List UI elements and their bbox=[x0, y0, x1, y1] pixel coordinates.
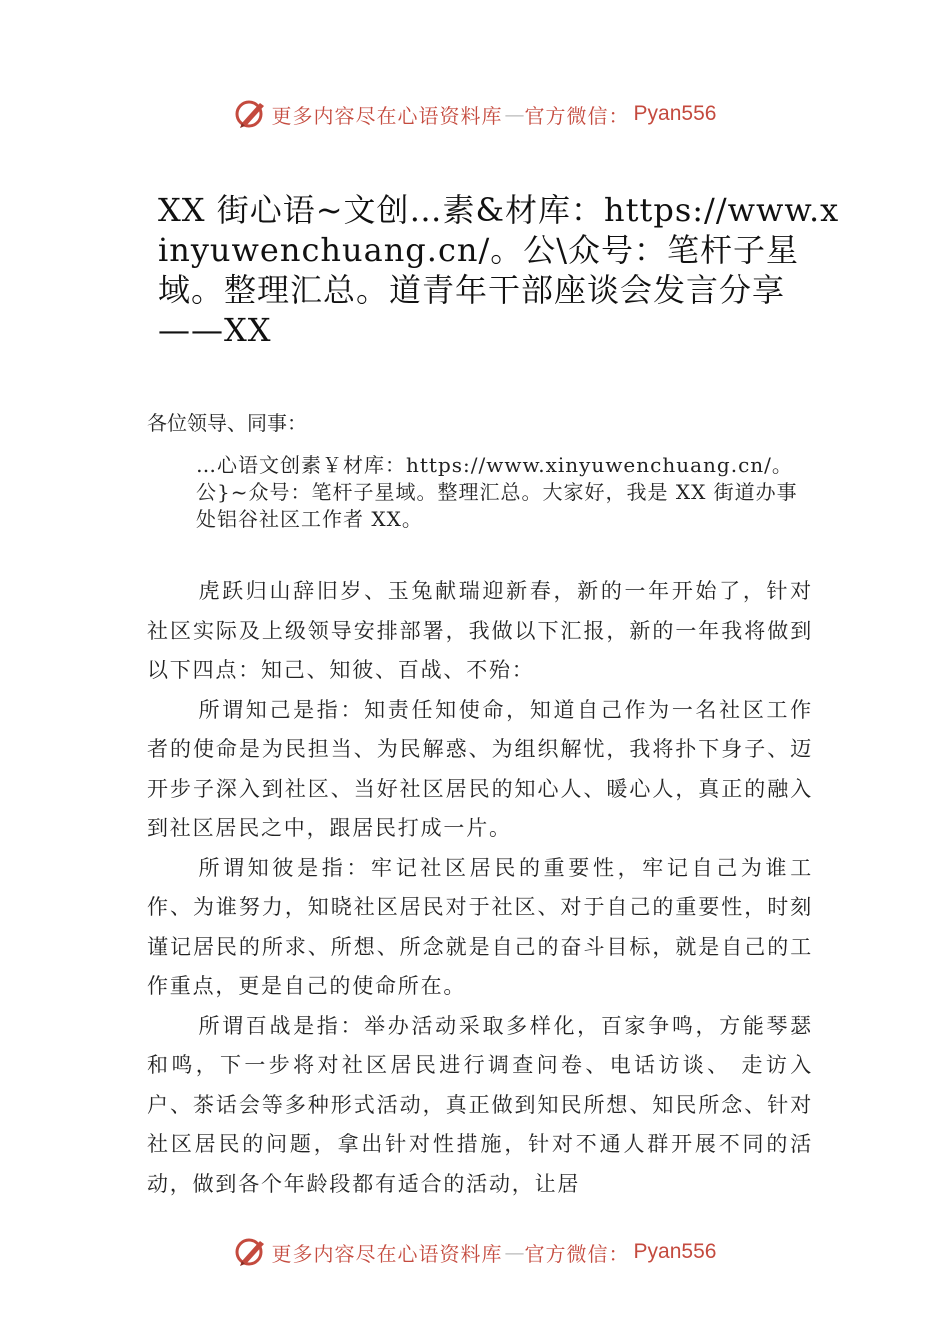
pen-logo-icon bbox=[234, 97, 268, 131]
banner-wechat-id: Pyan556 bbox=[633, 1240, 717, 1263]
body-paragraph: 所谓百战是指：举办活动采取多样化，百家争鸣，方能琴瑟和鸣，下一步将对社区居民进行调查问卷、电话访谈、 走访入户、茶话会等多种形式活动，真正做到知民所想、知民所念、针对社区居民的问题，拿出针对性措施，针对不通人群开展不同的活动，做到各个年龄段都有适合的活动，让居 bbox=[147, 1013, 813, 1196]
body-paragraph: 虎跃归山辞旧岁、玉兔献瑞迎新春，新的一年开始了，针对社区实际及上级领导安排部署，我做以下汇报，新的一年我将做到以下四点：知己、知彼、百战、不殆： bbox=[147, 579, 813, 682]
body-paragraph: 所谓知己是指：知责任知使命，知道自己作为一名社区工作者的使命是为民担当、为民解惑、为组织解忧，我将扑下身子、迈开步子深入到社区、当好社区居民的知心人、暖心人，真正的融入到社区居民之中，跟居民打成一片。 bbox=[147, 697, 813, 840]
pen-logo-icon bbox=[234, 1235, 268, 1269]
banner-main-text: 更多内容尽在心语资料库 bbox=[271, 103, 503, 128]
banner-main-text: 更多内容尽在心语资料库 bbox=[271, 1241, 503, 1266]
intro-paragraph: …心语文创素￥材库：https://www.xinyuwenchuang.cn/。公}~众号：笔杆子星域。整理汇总。大家好，我是 XX 街道办事处铝谷社区工作者 XX。 bbox=[196, 453, 798, 531]
banner-dash: — bbox=[504, 1240, 525, 1264]
body-paragraph: 所谓知彼是指：牢记社区居民的重要性，牢记自己为谁工作、为谁努力，知晓社区居民对于社区、对于自己的重要性，时刻谨记居民的所求、所想、所念就是自己的奋斗目标，就是自己的工作重点，更是自己的使命所在。 bbox=[147, 855, 813, 998]
banner-sub-text: 官方微信： bbox=[524, 1241, 630, 1266]
banner-sub-text: 官方微信： bbox=[524, 103, 630, 128]
salutation: 各位领导、同事： bbox=[147, 411, 307, 435]
document-title: XX 街心语~文创…素&材库：https://www.xinyuwenchuang.cn/。公\众号：笔杆子星域。整理汇总。道青年干部座谈会发言分享——XX bbox=[158, 191, 840, 349]
body-text bbox=[147, 572, 813, 1204]
banner-dash: — bbox=[504, 102, 525, 126]
banner-wechat-id: Pyan556 bbox=[633, 102, 717, 125]
header-banner bbox=[0, 94, 950, 134]
footer-banner bbox=[0, 1232, 950, 1272]
